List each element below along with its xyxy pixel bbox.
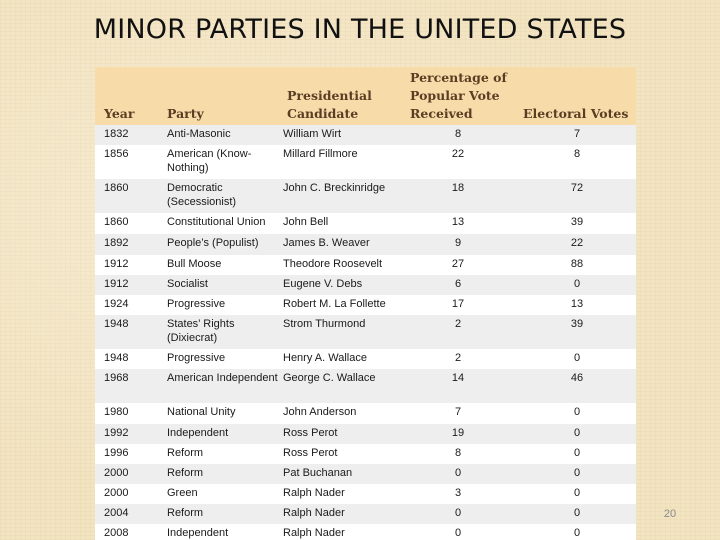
cell-candidate: Ralph Nader <box>283 507 345 519</box>
table-row <box>95 315 636 349</box>
table-row <box>95 444 636 464</box>
cell-year: 1992 <box>104 427 129 439</box>
table-row <box>95 125 636 145</box>
cell-party: Green <box>167 487 198 499</box>
cell-party: Anti-Masonic <box>167 128 231 140</box>
cell-candidate: James B. Weaver <box>283 237 370 249</box>
cell-candidate: Ralph Nader <box>283 487 345 499</box>
table-row <box>95 464 636 484</box>
cell-year: 1860 <box>104 182 129 194</box>
cell-candidate: Ross Perot <box>283 427 338 439</box>
cell-party: States’ Rights (Dixiecrat) <box>167 318 235 344</box>
cell-party: American (Know-Nothing) <box>167 148 252 174</box>
header-electoral: Electoral Votes <box>523 106 629 121</box>
header-percent: Percentage of Popular Vote Received <box>410 70 507 121</box>
cell-electoral: 39 <box>570 216 584 228</box>
cell-candidate: Robert M. La Follette <box>283 298 386 310</box>
cell-percent: 13 <box>451 216 465 228</box>
cell-year: 2004 <box>104 507 129 519</box>
cell-percent: 2 <box>454 318 462 330</box>
table-row <box>95 369 636 403</box>
cell-percent: 2 <box>454 352 462 364</box>
cell-candidate: George C. Wallace <box>283 372 376 384</box>
table-row <box>95 349 636 369</box>
cell-percent: 0 <box>454 467 462 479</box>
cell-electoral: 0 <box>573 507 581 519</box>
cell-electoral: 8 <box>573 148 581 160</box>
cell-year: 2000 <box>104 467 129 479</box>
cell-electoral: 39 <box>570 318 584 330</box>
cell-percent: 14 <box>451 372 465 384</box>
cell-year: 2000 <box>104 487 129 499</box>
cell-party: Reform <box>167 507 204 519</box>
table-row <box>95 504 636 524</box>
cell-candidate: John Anderson <box>283 406 357 418</box>
table-row <box>95 234 636 255</box>
table-row <box>95 213 636 234</box>
cell-percent: 8 <box>454 128 462 140</box>
cell-year: 1996 <box>104 447 129 459</box>
cell-year: 1968 <box>104 372 129 384</box>
cell-percent: 7 <box>454 406 462 418</box>
cell-year: 2008 <box>104 527 129 539</box>
cell-party: People’s (Populist) <box>167 237 259 249</box>
cell-candidate: Theodore Roosevelt <box>283 258 383 270</box>
cell-year: 1912 <box>104 278 129 290</box>
cell-percent: 27 <box>451 258 465 270</box>
cell-party: Reform <box>167 467 204 479</box>
cell-electoral: 0 <box>573 527 581 539</box>
cell-electoral: 0 <box>573 352 581 364</box>
cell-year: 1980 <box>104 406 129 418</box>
header-party: Party <box>167 106 204 121</box>
cell-candidate: John C. Breckinridge <box>283 182 386 194</box>
cell-percent: 0 <box>454 527 462 539</box>
cell-electoral: 0 <box>573 487 581 499</box>
header-year: Year <box>104 106 135 121</box>
header-candidate: Presidential Candidate <box>287 88 372 121</box>
cell-year: 1860 <box>104 216 129 228</box>
cell-percent: 8 <box>454 447 462 459</box>
cell-electoral: 0 <box>573 427 581 439</box>
table-row <box>95 484 636 504</box>
table-row <box>95 179 636 213</box>
cell-party: National Unity <box>167 406 236 418</box>
cell-percent: 6 <box>454 278 462 290</box>
cell-party: Independent <box>167 527 229 539</box>
table-row <box>95 403 636 424</box>
cell-party: Bull Moose <box>167 258 222 270</box>
cell-party: Progressive <box>167 298 226 310</box>
cell-candidate: Henry A. Wallace <box>283 352 367 364</box>
cell-party: Reform <box>167 447 204 459</box>
cell-electoral: 7 <box>573 128 581 140</box>
cell-percent: 17 <box>451 298 465 310</box>
cell-percent: 22 <box>451 148 465 160</box>
cell-party: Democratic (Secessionist) <box>167 182 237 208</box>
table-row <box>95 275 636 295</box>
cell-electoral: 72 <box>570 182 584 194</box>
cell-candidate: John Bell <box>283 216 329 228</box>
cell-percent: 18 <box>451 182 465 194</box>
cell-percent: 0 <box>454 507 462 519</box>
table-row <box>95 295 636 315</box>
cell-candidate: Eugene V. Debs <box>283 278 363 290</box>
cell-candidate: Ross Perot <box>283 447 338 459</box>
cell-electoral: 0 <box>573 278 581 290</box>
cell-electoral: 0 <box>573 467 581 479</box>
cell-year: 1948 <box>104 352 129 364</box>
cell-year: 1948 <box>104 318 129 330</box>
page-title: MINOR PARTIES IN THE UNITED STATES <box>93 14 627 45</box>
cell-party: Progressive <box>167 352 226 364</box>
cell-party: American Independent <box>167 372 278 384</box>
slide-number: 20 <box>663 508 677 520</box>
table-row <box>95 145 636 179</box>
cell-year: 1912 <box>104 258 129 270</box>
cell-candidate: Pat Buchanan <box>283 467 353 479</box>
cell-year: 1856 <box>104 148 129 160</box>
cell-electoral: 0 <box>573 447 581 459</box>
cell-electoral: 22 <box>570 237 584 249</box>
cell-candidate: Strom Thurmond <box>283 318 366 330</box>
minor-parties-table <box>95 67 636 540</box>
cell-electoral: 0 <box>573 406 581 418</box>
cell-party: Constitutional Union <box>167 216 266 228</box>
cell-percent: 9 <box>454 237 462 249</box>
table-row <box>95 524 636 540</box>
table-row <box>95 255 636 275</box>
table-row <box>95 424 636 444</box>
cell-candidate: Millard Fillmore <box>283 148 358 160</box>
cell-percent: 3 <box>454 487 462 499</box>
cell-percent: 19 <box>451 427 465 439</box>
cell-year: 1892 <box>104 237 129 249</box>
cell-electoral: 13 <box>570 298 584 310</box>
cell-year: 1924 <box>104 298 129 310</box>
cell-candidate: William Wirt <box>283 128 342 140</box>
cell-candidate: Ralph Nader <box>283 527 345 539</box>
cell-year: 1832 <box>104 128 129 140</box>
table-header <box>95 67 636 125</box>
cell-electoral: 46 <box>570 372 584 384</box>
cell-party: Independent <box>167 427 229 439</box>
cell-electoral: 88 <box>570 258 584 270</box>
cell-party: Socialist <box>167 278 208 290</box>
